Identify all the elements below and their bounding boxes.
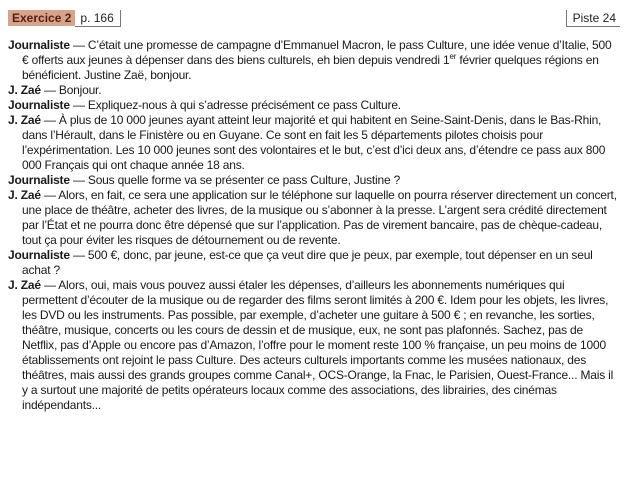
dialogue-text: — À plus de 10 000 jeunes ayant atteint leur majorité et qui habitent en Seine-Saint-Denis, dans le Bas-Rhin, dans l’Hérault, dans le Finistère ou en Guyane. Ce sont en fait les 5 départements pilotes choisis pour l’expérimentation. Les 10 000 jeunes sont des volontaires et le but, c’est d’ici deux ans, d’étendre ce pass aux 800 000 Français qui ont chaque année 18 ans.: [22, 113, 606, 172]
speaker-name: Journaliste: [8, 38, 70, 52]
dialogue-text: — Alors, oui, mais vous pouvez aussi étaler les dépenses, d’ailleurs les abonnements numériques qui permettent d’écouter de la musique ou de regarder des films seront limités à 200 €. Idem pour les objets, les livres, les DVD ou les instruments. Pas possible, par exemple, d’acheter une guitare à 500 € ; en revanche, les sorties, théâtre, musique, concerts ou les cours de dessin et de musique, eux, ne sont pas plafonnés. Sachez, pas de Netflix, pas d’Apple ou encore pas d’Amazon, l’offre pour le moment reste 100 % française, un peu moins de 1000 établissements ont rejoint le pass Culture. Des acteurs culturels importants comme les musées nationaux, des théâtres, mais aussi des grands groupes comme Canal+, OCS-Orange, la Fnac, le Parisien, Ouest-France... Mais il y a surtout une majorité de petits opérateurs locaux comme des associations, des librairies, des cinémas indépendants...: [22, 278, 614, 412]
dialogue-text: — Expliquez-nous à qui s’adresse précisément ce pass Culture.: [69, 98, 401, 112]
speaker-name: Journaliste: [8, 248, 70, 262]
dialogue-text: — C’était une promesse de campagne d’Emmanuel Macron, le pass Culture, une idée venue d’Italie, 500 € offerts aux jeunes à dépenser dans des biens culturels, eh bien depuis vendredi 1: [22, 38, 612, 67]
speaker-name: Journaliste: [8, 98, 70, 112]
exercise-header: [8, 10, 620, 28]
dialogue-line: [8, 38, 620, 83]
dialogue-text: — Bonjour.: [40, 83, 102, 97]
speaker-name: J. Zaé: [8, 113, 41, 127]
speaker-name: Journaliste: [8, 173, 70, 187]
dialogue-text-continued: février quelques régions en bénéficient. Justine Zaë, bonjour.: [22, 53, 599, 82]
audio-track-label: Piste 24: [566, 10, 620, 27]
dialogue-line: [8, 113, 620, 173]
exercise-tag: [8, 10, 121, 27]
dialogue-line: [8, 248, 620, 278]
dialogue-line: [8, 188, 620, 248]
transcript: [8, 38, 620, 413]
page-reference: p. 166: [75, 10, 120, 27]
dialogue-line: [8, 98, 620, 113]
speaker-name: J. Zaé: [8, 83, 41, 97]
dialogue-line: [8, 278, 620, 413]
dialogue-line: [8, 83, 620, 98]
ordinal-superscript: er: [449, 52, 457, 61]
dialogue-text: — 500 €, donc, par jeune, est-ce que ça veut dire que je peux, par exemple, tout dépenser en un seul achat ?: [22, 248, 593, 277]
dialogue-text: — Alors, en fait, ce sera une application sur le téléphone sur laquelle on pourra réserver directement un concert, une place de théâtre, acheter des livres, de la musique ou s’abonner à la presse. L’argent sera crédité directement par l’État et ne pourra donc être dépensé que sur l’application. Pas de virement bancaire, pas de chèque-cadeau, tout ça pour éviter les risques de détournement ou de revente.: [22, 188, 617, 247]
dialogue-line: [8, 173, 620, 188]
dialogue-text: — Sous quelle forme va se présenter ce pass Culture, Justine ?: [69, 173, 401, 187]
speaker-name: J. Zaé: [8, 278, 41, 292]
exercise-label: Exercice 2: [8, 10, 75, 26]
speaker-name: J. Zaé: [8, 188, 41, 202]
